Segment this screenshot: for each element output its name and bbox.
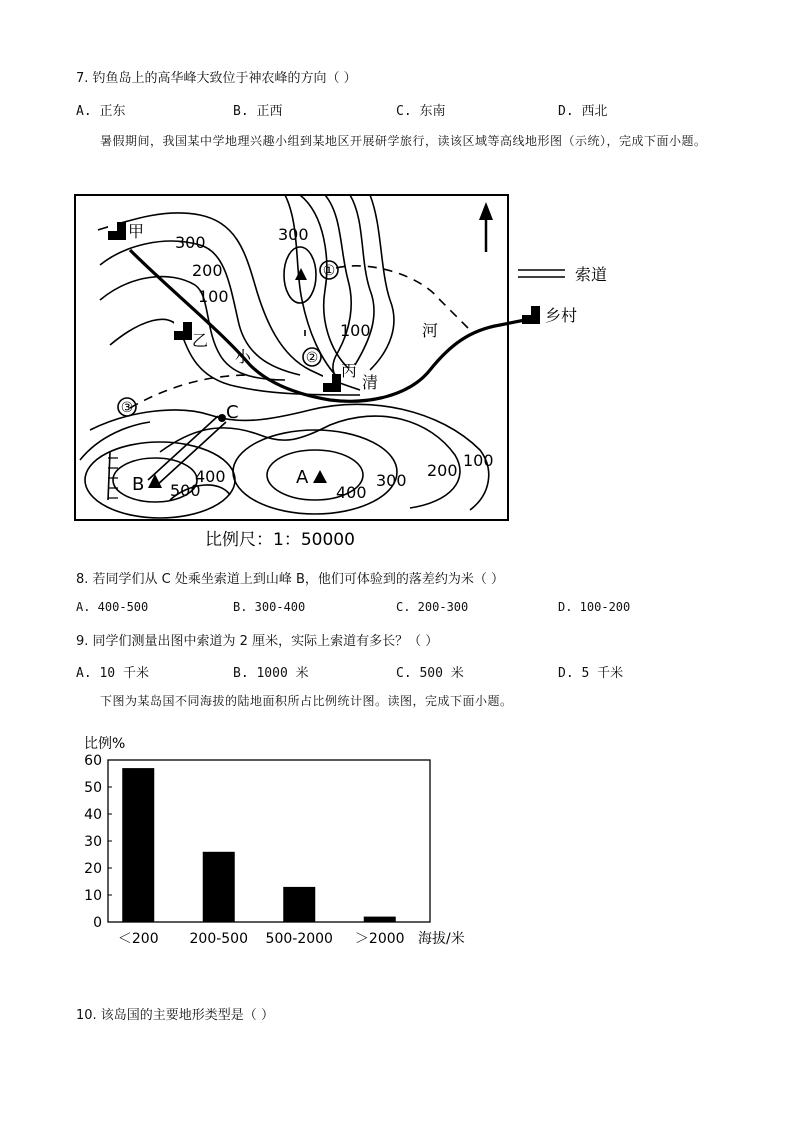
contour-label-300: 300 (376, 471, 407, 490)
contour-label-400: 400 (336, 483, 367, 502)
q7-option-d: D. 西北 (558, 104, 608, 119)
contour-label-300: 300 (175, 233, 206, 252)
contour-label-300: 300 (278, 225, 309, 244)
contour-label-200: 200 (192, 261, 223, 280)
q8-question: 8. 若同学们从 C 处乘坐索道上到山峰 B，他们可体验到的落差约为米（ ） (76, 572, 505, 587)
q8-option-c: C. 200-300 (396, 600, 469, 614)
q7-question: 7. 钓鱼岛上的高华峰大致位于神农峰的方向（ ） (76, 71, 357, 86)
q10-question: 10. 该岛国的主要地形类型是（ ） (76, 1008, 274, 1023)
marker-2: ② (305, 350, 319, 366)
q8-option-d: D. 100-200 (558, 600, 631, 614)
x-axis-label: 海拔/米 (418, 931, 465, 947)
map-scale: 比例尺：1：50000 (205, 530, 355, 550)
bar-1 (203, 852, 235, 922)
q9-option-b: B. 1000 米 (233, 666, 309, 681)
label-jia: 甲 (128, 222, 145, 241)
contour-label-100: 100 (340, 321, 371, 340)
marker-3: ③ (120, 400, 134, 416)
village-icon (323, 374, 341, 392)
y-tick-label: 0 (93, 915, 102, 931)
peak-icon (148, 474, 162, 488)
q9-option-a: A. 10 千米 (76, 666, 149, 681)
north-arrow-icon (479, 202, 493, 252)
contour-map (70, 190, 630, 560)
marker-1: ① (322, 263, 336, 279)
legend-cableway-icon (518, 270, 565, 277)
legend-cableway-label: 索道 (575, 265, 608, 284)
x-tick-label: ＞2000 (354, 931, 405, 947)
peak-icon (295, 268, 307, 280)
legend-village-label: 乡村 (545, 306, 578, 325)
q7-option-a: A. 正东 (76, 104, 126, 119)
contour-label-100: 100 (463, 451, 494, 470)
q7-option-c: C. 东南 (396, 104, 446, 119)
y-axis-label: 比例% (84, 736, 126, 752)
contour-label-400: 400 (195, 467, 226, 486)
q8-option-a: A. 400-500 (76, 600, 149, 614)
label-qing: 清 (362, 373, 379, 392)
x-tick-label: 200-500 (189, 931, 248, 947)
y-tick-label: 40 (84, 807, 102, 823)
label-he: 河 (422, 321, 439, 340)
village-icon (108, 222, 126, 240)
label-bing: 丙 (341, 361, 358, 380)
contour-label-100: 100 (198, 287, 229, 306)
intro-paragraph-map: 暑假期间，我国某中学地理兴趣小组到某地区开展研学旅行，读该区域等高线地形图（示统），完成下面小题。 (100, 134, 707, 148)
village-icon (174, 322, 192, 340)
contour-label-200: 200 (427, 461, 458, 480)
legend-village-icon (522, 306, 540, 324)
q8-option-b: B. 300-400 (233, 600, 306, 614)
label-B: B (132, 474, 145, 495)
y-tick-label: 60 (84, 753, 102, 769)
y-tick-label: 10 (84, 888, 102, 904)
x-tick-label: 500-2000 (265, 931, 333, 947)
bar-0 (122, 768, 154, 922)
label-C: C (226, 402, 239, 423)
plot-frame (108, 760, 430, 922)
y-tick-label: 30 (84, 834, 102, 850)
q7-option-b: B. 正西 (233, 104, 283, 119)
bar-chart (76, 728, 496, 953)
y-tick-label: 50 (84, 780, 102, 796)
label-A: A (296, 467, 309, 488)
q9-option-c: C. 500 米 (396, 666, 464, 681)
intro-paragraph-chart: 下图为某岛国不同海拔的陆地面积所占比例统计图。读图，完成下面小题。 (100, 694, 513, 708)
q9-option-d: D. 5 千米 (558, 666, 624, 681)
x-tick-label: ＜200 (117, 931, 159, 947)
contour-label-500: 500 (170, 481, 201, 500)
q9-question: 9. 同学们测量出图中索道为 2 厘米，实际上索道有多长？（ ） (76, 634, 439, 649)
label-yi: 乙 (192, 331, 209, 350)
bar-3 (364, 917, 396, 922)
bar-2 (283, 887, 315, 922)
y-tick-label: 20 (84, 861, 102, 877)
label-xiao: 小 (235, 347, 252, 366)
peak-icon (313, 470, 327, 483)
